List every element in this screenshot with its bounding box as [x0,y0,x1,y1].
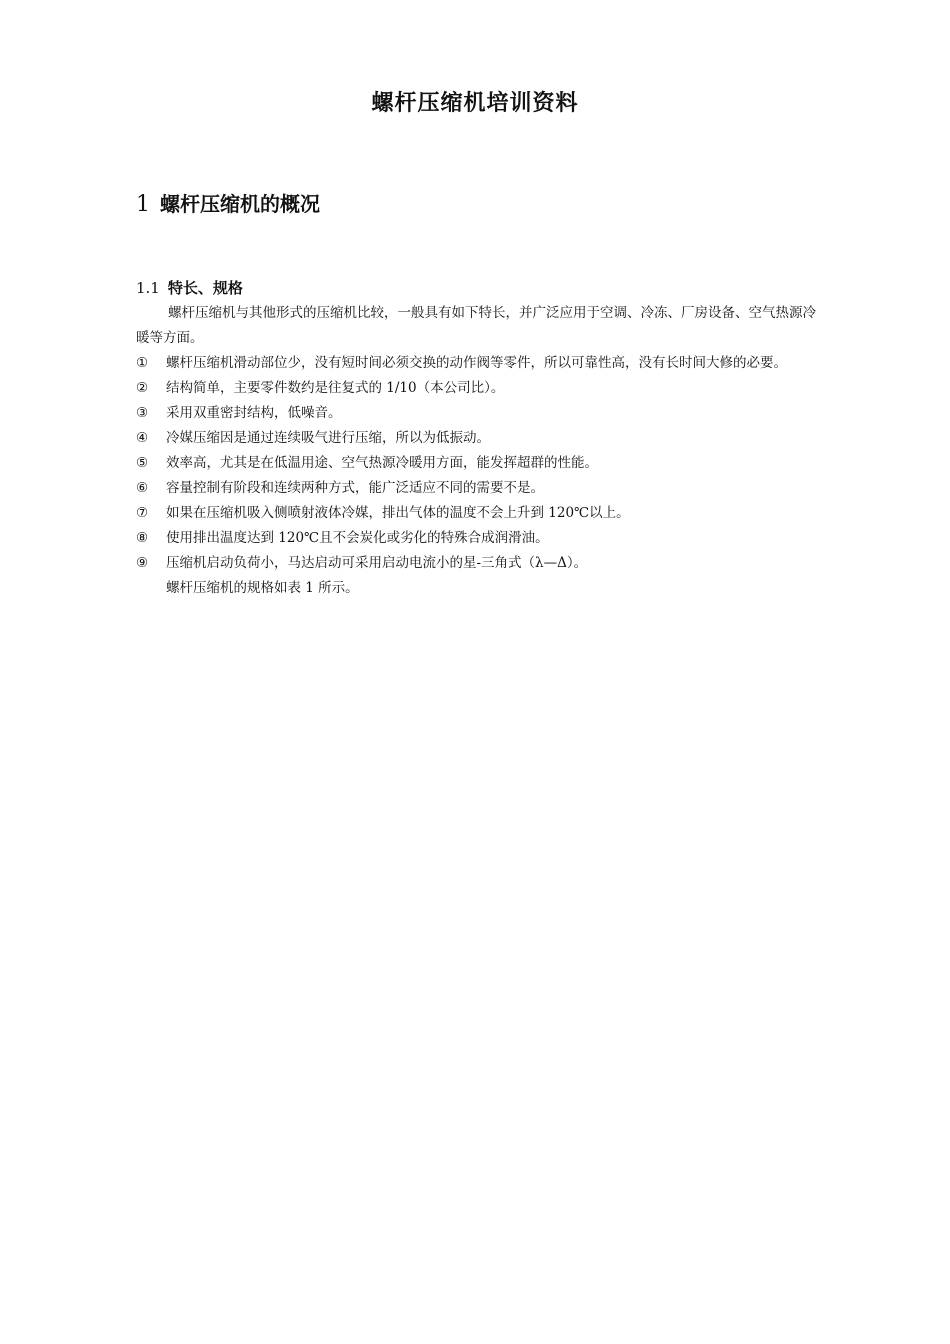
list-item-text: 螺杆压缩机滑动部位少，没有短时间必须交换的动作阀等零件，所以可靠性高，没有长时间大修的必要。 [166,355,787,371]
list-marker: ⑧ [136,530,149,546]
list-item [136,426,816,451]
list-item-text: 容量控制有阶段和连续两种方式，能广泛适应不同的需要不是。 [166,480,544,496]
section-title: 螺杆压缩机的概况 [160,192,320,216]
section-heading [136,188,320,217]
list-item [136,351,816,376]
intro-paragraph: 螺杆压缩机与其他形式的压缩机比较，一般具有如下特长，并广泛应用于空调、冷冻、厂房设备、空气热源冷暖等方面。 [136,305,816,346]
list-marker: ① [136,355,149,371]
list-item-text: 采用双重密封结构，低噪音。 [166,405,342,421]
features-list [136,351,816,576]
subsection-number: 1.1 [136,279,160,297]
list-item [136,451,816,476]
document-body [136,301,816,601]
document-title: 螺杆压缩机培训资料 [371,91,579,116]
list-marker: ⑦ [136,505,149,521]
list-marker: ⑥ [136,480,149,496]
subsection-title: 特长、规格 [167,279,243,297]
list-item [136,551,816,576]
list-marker: ② [136,380,149,396]
list-item [136,401,816,426]
list-marker: ⑤ [136,455,149,471]
list-marker: ④ [136,430,149,446]
list-item-text: 结构简单，主要零件数约是往复式的 1/10（本公司比）。 [166,380,505,396]
list-item [136,376,816,401]
closing-paragraph: 螺杆压缩机的规格如表 1 所示。 [166,580,359,596]
section-number: 1 [136,192,150,217]
list-item-text: 冷媒压缩因是通过连续吸气进行压缩，所以为低振动。 [166,430,490,446]
list-marker: ⑨ [136,555,149,571]
list-item [136,476,816,501]
list-marker: ③ [136,405,149,421]
list-item-text: 效率高，尤其是在低温用途、空气热源冷暖用方面，能发挥超群的性能。 [166,455,598,471]
list-item-text: 压缩机启动负荷小，马达启动可采用启动电流小的星-三角式（λ—Δ）。 [166,555,588,571]
subsection-heading [136,277,243,298]
list-item-text: 如果在压缩机吸入侧喷射液体冷媒，排出气体的温度不会上升到 120℃以上。 [166,505,630,521]
list-item [136,501,816,526]
list-item [136,526,816,551]
list-item-text: 使用排出温度达到 120℃且不会炭化或劣化的特殊合成润滑油。 [166,530,549,546]
